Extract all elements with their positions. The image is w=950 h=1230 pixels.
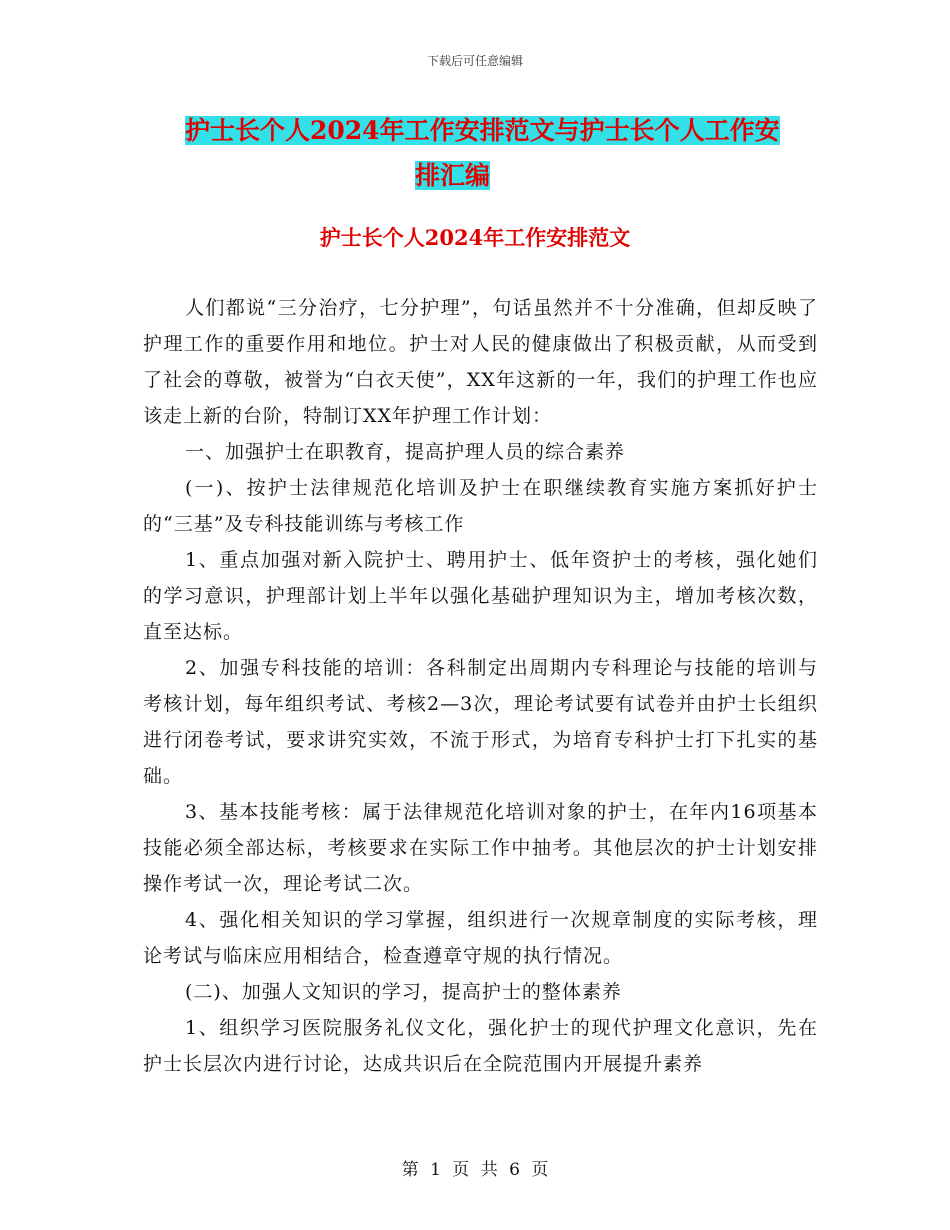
page-header-note: 下载后可任意编辑 bbox=[426, 54, 523, 68]
paragraph-intro: 人们都说“三分治疗，七分护理”，句话虽然并不十分准确，但却反映了护理工作的重要作用和地位。护士对人民的健康做出了积极贡献，从而受到了社会的尊敬，被誉为“白衣天使”，XX年这新的一年，我们的护理工作也应该走上新的台阶，特制订XX年护理工作计划： bbox=[143, 297, 818, 427]
section-title: 护士长个人2024年工作安排范文 bbox=[319, 225, 631, 250]
paragraph-item-2: 2、加强专科技能的培训：各科制定出周期内专科理论与技能的培训与考核计划，每年组织考试、考核2—3次，理论考试要有试卷并由护士长组织进行闭卷考试，要求讲究实效，不流于形式，为培育专科护士打下扎实的基础。 bbox=[143, 657, 818, 787]
paragraph-item-4: 4、强化相关知识的学习掌握，组织进行一次规章制度的实际考核，理论考试与临床应用相结合，检查遵章守规的执行情况。 bbox=[143, 909, 818, 967]
subheading-1: (一)、按护士法律规范化培训及护士在职继续教育实施方案抓好护士的“三基”及专科技能训练与考核工作 bbox=[143, 477, 818, 535]
document-body bbox=[143, 290, 818, 1082]
document-title bbox=[185, 108, 815, 198]
document-title-line-1: 护士长个人2024年工作安排范文与护士长个人工作安 bbox=[185, 116, 780, 145]
subheading-2: (二)、加强人文知识的学习，提高护士的整体素养 bbox=[185, 981, 622, 1003]
paragraph-item-3: 3、基本技能考核：属于法律规范化培训对象的护士，在年内16项基本技能必须全部达标，考核要求在实际工作中抽考。其他层次的护士计划安排操作考试一次，理论考试二次。 bbox=[143, 801, 818, 895]
heading-section-1: 一、加强护士在职教育，提高护理人员的综合素养 bbox=[185, 441, 626, 463]
paragraph-item-5: 1、组织学习医院服务礼仪文化，强化护士的现代护理文化意识，先在护士长层次内进行讨论，达成共识后在全院范围内开展提升素养 bbox=[143, 1017, 818, 1075]
paragraph-item-1: 1、重点加强对新入院护士、聘用护士、低年资护士的考核，强化她们的学习意识，护理部计划上半年以强化基础护理知识为主，增加考核次数，直至达标。 bbox=[143, 549, 818, 643]
page-number-footer: 第 1 页 共 6 页 bbox=[401, 1160, 549, 1180]
document-title-line-2: 排汇编 bbox=[414, 161, 490, 190]
